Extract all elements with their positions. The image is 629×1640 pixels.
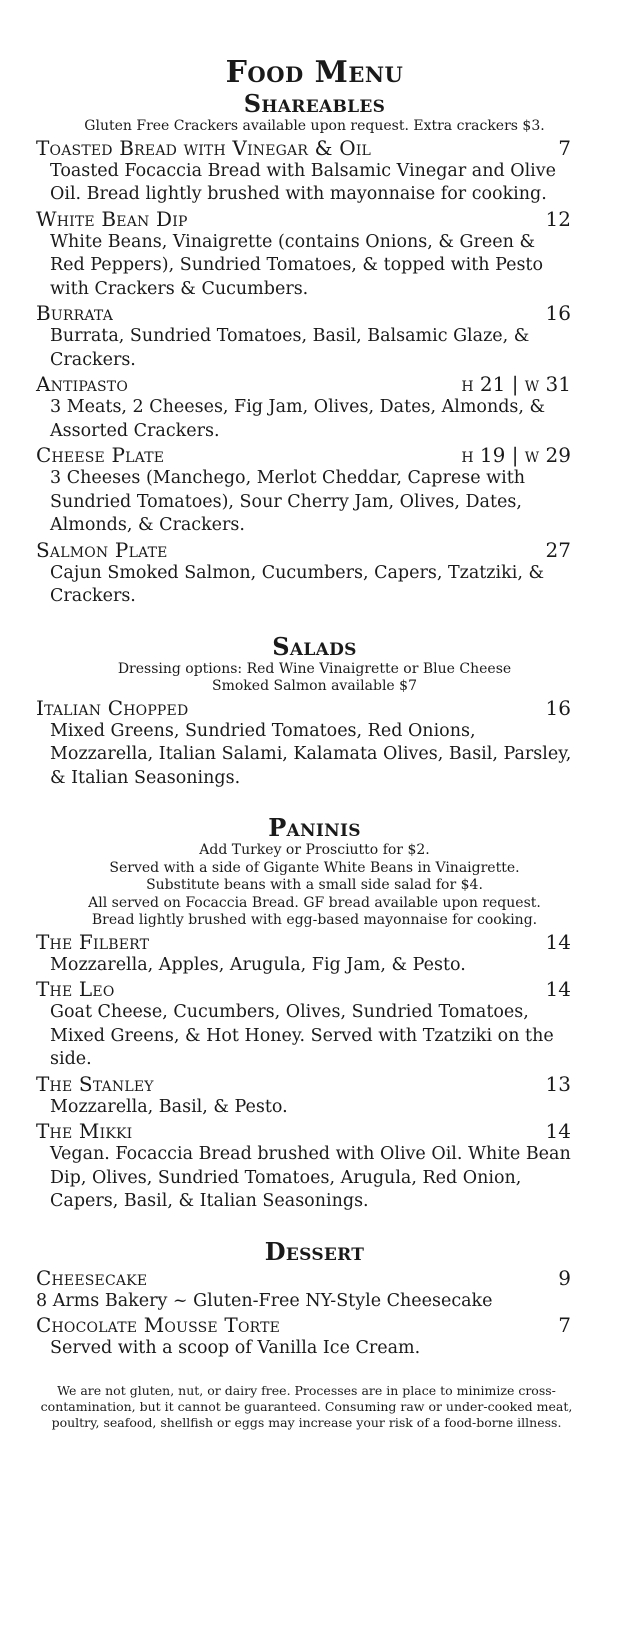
menu-item-header [36,443,571,467]
item-price: 27 [545,537,571,562]
section-title: Salads [272,631,357,661]
item-price: 13 [545,1071,571,1096]
section-note: Dressing options: Red Wine Vinaigrette or Blue Cheese [117,660,512,677]
menu-item-header [36,372,571,396]
item-description: Mixed Greens, Sundried Tomatoes, Red Onions, Mozzarella, Italian Salami, Kalamata Olives, Basil, Parsley, & Italian Seasonings. [50,720,572,788]
item-description: 3 Cheeses (Manchego, Merlot Cheddar, Caprese with Sundried Tomatoes), Sour Cherry Jam, Olives, Dates, Almonds, & Crackers. [50,468,526,535]
item-description: Mozzarella, Apples, Arugula, Fig Jam, & Pesto. [50,954,466,975]
item-description: 3 Meats, 2 Cheeses, Fig Jam, Olives, Dates, Almonds, & Assorted Crackers. [50,397,546,441]
item-description: Served with a scoop of Vanilla Ice Cream. [50,1338,421,1358]
item-name: The Filbert [36,929,150,954]
section-note: Served with a side of Gigante White Beans in Vinaigrette. [109,859,520,876]
menu-item-header [36,538,571,562]
section-note: Substitute beans with a small side salad for $4. [146,877,483,893]
item-description: Mozzarella, Basil, & Pesto. [50,1096,288,1117]
menu-item-header [36,1313,571,1337]
menu-item-header [36,1119,571,1143]
section-paninis [0,814,629,1214]
section-title: Shareables [243,89,386,118]
item-description: Goat Cheese, Cucumbers, Olives, Sundried Tomatoes, Mixed Greens, & Hot Honey. Served with Tzatziki on the side. [50,1002,554,1069]
menu-item-header [36,977,571,1001]
menu-item-header [36,1072,571,1096]
item-price: 9 [558,1265,571,1290]
item-price: h 21 | w 31 [461,372,571,396]
item-description: Burrata, Sundried Tomatoes, Basil, Balsamic Glaze, & Crackers. [50,326,530,370]
section-note: Smoked Salmon available $7 [212,678,417,694]
item-name: The Stanley [36,1071,154,1096]
item-price: 16 [545,301,571,325]
item-name: Antipasto [36,372,129,396]
item-name: Chocolate Mousse Torte [36,1313,281,1337]
item-price: 7 [558,1313,571,1337]
menu-item-header [36,136,571,160]
item-name: Italian Chopped [36,695,189,720]
item-description: Toasted Focaccia Bread with Balsamic Vinegar and Olive Oil. Bread lightly brushed with mayonnaise for cooking. [50,160,557,204]
item-name: Burrata [36,301,114,325]
menu-item-header [36,696,571,720]
item-name: The Mikki [36,1119,133,1143]
section-salads [0,633,629,791]
item-name: Salmon Plate [36,537,168,562]
allergen-disclaimer: We are not gluten, nut, or dairy free. Processes are in place to minimize cross-contamination, but it cannot be guaranteed. Consuming raw or under-cooked meat, poultry, seafood, shellfish or eggs may increase your risk of a food-borne illness. [40,1382,573,1430]
menu-item-header [36,301,571,325]
item-price: 12 [545,206,571,231]
section-note: Add Turkey or Prosciutto for $2. [199,842,430,858]
item-name: White Bean Dip [36,206,188,231]
item-name: Cheesecake [36,1265,148,1290]
item-price: h 19 | w 29 [461,443,571,467]
section-title: Paninis [268,813,361,842]
item-name: Toasted Bread with Vinegar & Oil [36,135,372,160]
section-note: Bread lightly brushed with egg-based mayonnaise for cooking. [91,912,538,928]
section-note: Gluten Free Crackers available upon request. Extra crackers $3. [84,118,545,134]
item-price: 16 [545,695,571,720]
item-description: Vegan. Focaccia Bread brushed with Olive Oil. White Bean Dip, Olives, Sundried Tomatoes, Arugula, Red Onion, Capers, Basil, & Italian Seasonings. [50,1144,571,1211]
menu-page [0,56,629,1431]
menu-item-header [36,1266,571,1290]
section-title: Dessert [264,1236,365,1266]
item-price: 14 [545,1119,571,1143]
section-shareables [0,90,629,609]
section-note: All served on Focaccia Bread. GF bread available upon request. [88,894,541,911]
page-title: Food Menu [225,55,404,90]
item-description: White Beans, Vinaigrette (contains Onions, & Green & Red Peppers), Sundried Tomatoes, & topped with Pesto with Crackers & Cucumbers. [50,231,543,299]
section-dessert [0,1238,629,1361]
item-price: 14 [545,977,571,1001]
item-price: 14 [545,929,571,954]
menu-item-header [36,207,571,231]
item-price: 7 [558,135,571,160]
item-description: 8 Arms Bakery ~ Gluten-Free NY-Style Cheesecake [36,1290,493,1311]
item-description: Cajun Smoked Salmon, Cucumbers, Capers, Tzatziki, & Crackers. [50,562,545,606]
item-name: The Leo [36,977,115,1001]
item-name: Cheese Plate [36,443,165,467]
menu-item-header [36,930,571,954]
